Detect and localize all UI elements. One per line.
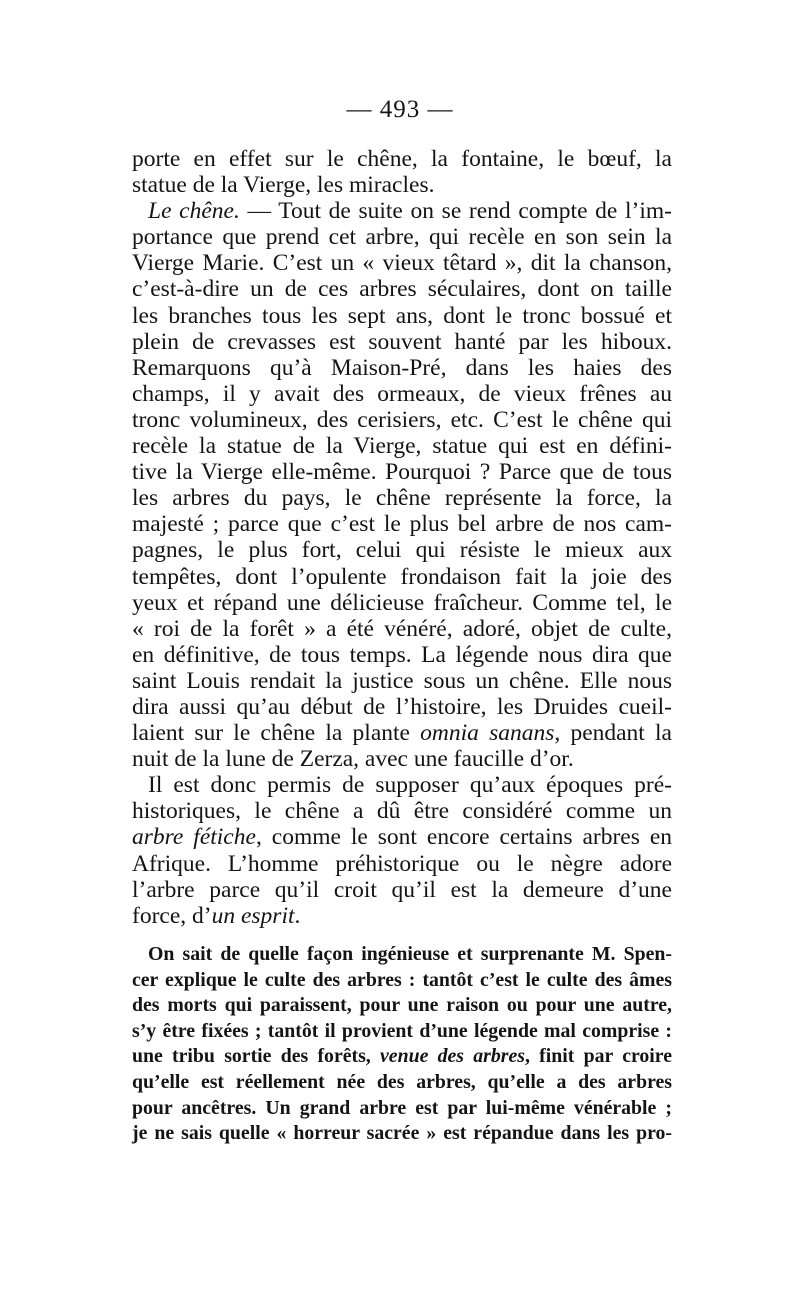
note-line: cer explique le culte des arbres : tantôt c’est le culte des âmes — [132, 968, 672, 991]
text-line: c’est-à-dire un de ces arbres séculaires, dont on taille — [132, 276, 672, 303]
text-line: yeux et répand une délicieuse fraîcheur. Comme tel, le — [132, 589, 672, 616]
text-line: Afrique. L’homme préhistorique ou le nègre adore — [132, 850, 672, 877]
text-line: portance que prend cet arbre, qui recèle en son sein la — [132, 224, 672, 251]
text-line: l’arbre parce qu’il croit qu’il est la demeure d’une — [132, 876, 672, 903]
text-line — [132, 720, 672, 746]
note-line: des morts qui paraissent, pour une raison ou pour une autre, — [132, 994, 672, 1017]
text-line-start: force, d’ — [132, 902, 212, 929]
text-line: saint Louis rendait la justice sous un chêne. Elle nous — [132, 667, 672, 694]
text-line-start: laient sur le chêne la plante — [132, 720, 421, 747]
section-heading-italic: Le chêne. — [148, 198, 240, 225]
text-line: pagnes, le plus fort, celui qui résiste le mieux aux — [132, 537, 672, 564]
note-line: pour ancêtres. Un grand arbre est par lui-même vénérable ; — [132, 1096, 672, 1119]
text-line: Il est donc permis de supposer qu’aux époques pré- — [148, 772, 672, 799]
text-line: Remarquons qu’à Maison-Pré, dans les haies des — [132, 354, 672, 381]
page-number: — 493 — — [346, 96, 454, 123]
text-line: recèle la statue de la Vierge, statue qui est en défini- — [132, 433, 672, 460]
note-line-end: , finit par croire — [524, 1045, 672, 1068]
text-line: en définitive, de tous temps. La légende nous dira que — [132, 641, 672, 668]
text-line: tive la Vierge elle-même. Pourquoi ? Parce que de tous — [132, 459, 672, 486]
latin-plant-name: omnia sanans — [420, 720, 555, 747]
text-line: plein de crevasses est souvent hanté par les hiboux. — [132, 328, 672, 355]
note-line: je ne sais quelle « horreur sacrée » est répandue dans les pro- — [132, 1122, 672, 1145]
note-line: qu’elle est réellement née des arbres, qu’elle a des arbres — [132, 1070, 672, 1093]
text-line-end: , comme le sont encore certains arbres en — [255, 824, 673, 851]
text-line: les branches tous les sept ans, dont le tronc bossué et — [132, 302, 672, 329]
footnote-block — [132, 942, 672, 1147]
text-line: Vierge Marie. C’est un « vieux têtard », dit la chanson, — [132, 250, 672, 277]
text-line: champs, il y avait des ormeaux, de vieux frênes au — [132, 380, 672, 407]
note-line: On sait de quelle façon ingénieuse et surprenante M. Spen- — [148, 943, 672, 965]
note-line-start: une tribu sortie des forêts, — [132, 1045, 381, 1068]
text-line-rest: — Tout de suite on se rend compte de l’im- — [239, 198, 672, 225]
text-line: tronc volumineux, des cerisiers, etc. C’est le chêne qui — [132, 406, 672, 433]
text-line: les arbres du pays, le chêne représente la force, la — [132, 485, 672, 512]
text-line — [132, 903, 672, 929]
main-text-block — [132, 146, 672, 929]
text-line — [132, 198, 672, 224]
arbre-fetiche-italic: arbre fétiche — [132, 824, 256, 851]
text-line: porte en effet sur le chêne, la fontaine, le bœuf, la — [132, 146, 672, 172]
text-line: nuit de la lune de Zerza, avec une faucille d’or. — [132, 746, 574, 773]
text-line: statue de la Vierge, les miracles. — [132, 172, 435, 199]
text-line — [132, 824, 672, 850]
text-line: « roi de la forêt » a été vénéré, adoré, objet de culte, — [132, 615, 672, 642]
text-line-end: . — [294, 902, 301, 929]
text-line: tempêtes, dont l’opulente frondaison fait la joie des — [132, 563, 672, 590]
un-esprit-italic: un esprit — [211, 902, 295, 929]
note-line: s’y être fixées ; tantôt il provient d’une légende mal comprise : — [132, 1019, 672, 1042]
text-line: historiques, le chêne a dû être considéré comme un — [132, 798, 672, 825]
text-line: majesté ; parce que c’est le plus bel arbre de nos cam- — [132, 511, 672, 538]
text-line: dira aussi qu’au début de l’histoire, les Druides cueil- — [132, 693, 672, 720]
note-line — [132, 1044, 672, 1070]
text-line-end: , pendant la — [554, 720, 672, 747]
venue-des-arbres-italic: venue des arbres — [380, 1045, 525, 1068]
